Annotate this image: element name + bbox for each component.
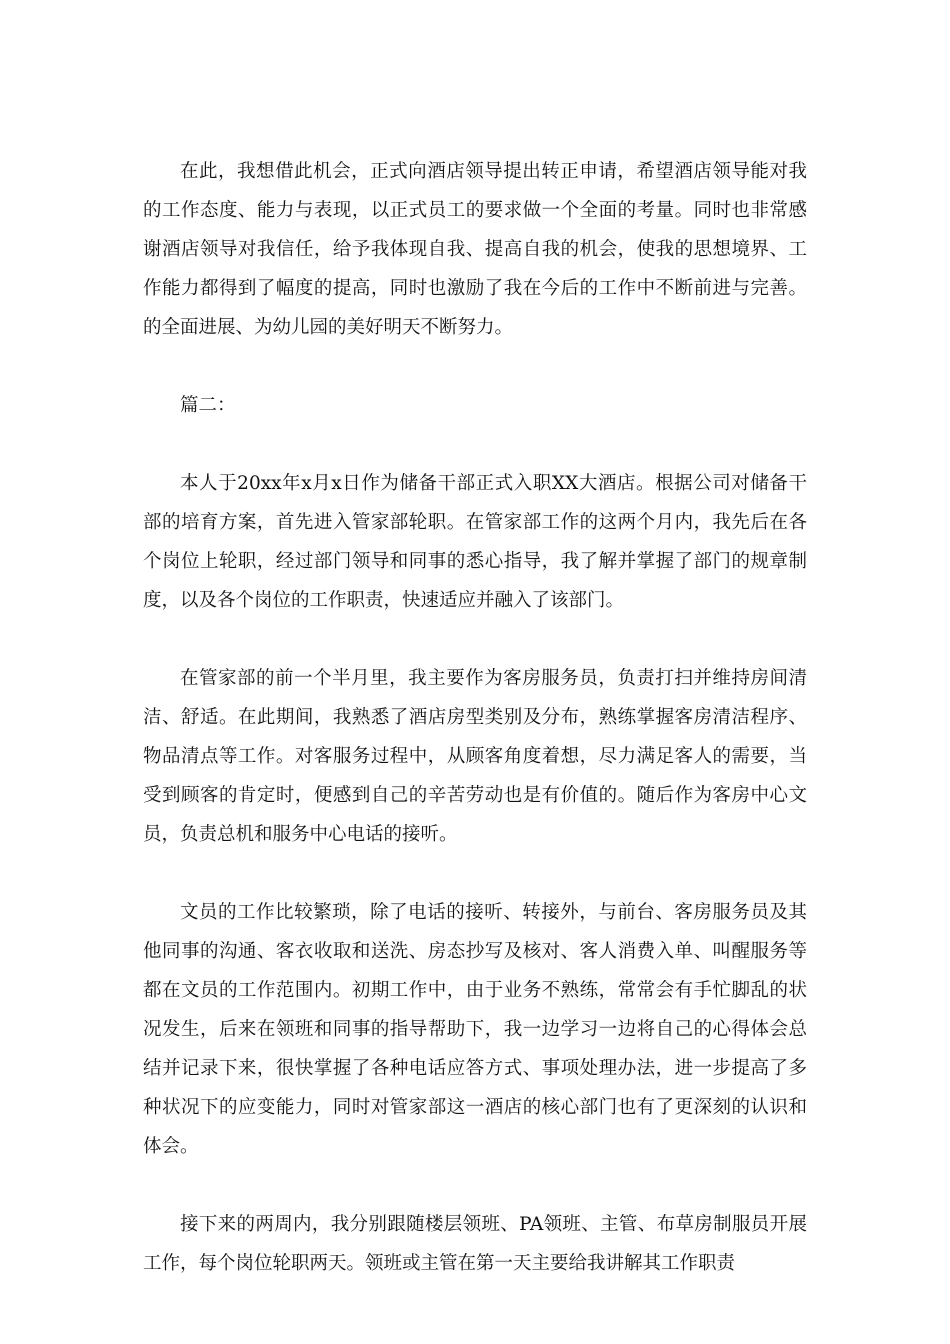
- paragraph-onboarding: 本人于20xx年x月x日作为储备干部正式入职XX大酒店。根据公司对储备干部的培育方案，首先进入管家部轮职。在管家部工作的这两个月内，我先后在各个岗位上轮职，经过部门领导和同事的悉心指导，我了解并掌握了部门的规章制度，以及各个岗位的工作职责，快速适应并融入了该部门。: [143, 473, 807, 611]
- paragraph-clerk-duties: 文员的工作比较繁琐，除了电话的接听、转接外，与前台、客房服务员及其他同事的沟通、客衣收取和送洗、房态抄写及核对、客人消费入单、叫醒服务等都在文员的工作范围内。初期工作中，由于业务不熟练，常常会有手忙脚乱的状况发生，后来在领班和同事的指导帮助下，我一边学习一边将自己的心得体会总结并记录下来，很快掌握了各种电话应答方式、事项处理办法，进一步提高了多种状况下的应变能力，同时对管家部这一酒店的核心部门也有了更深刻的认识和体会。: [143, 902, 807, 1157]
- paragraph-rotation: 接下来的两周内，我分别跟随楼层领班、PA领班、主管、布草房制服员开展工作，每个岗位轮职两天。领班或主管在第一天主要给我讲解其工作职责: [143, 1214, 807, 1274]
- document-body: [143, 152, 807, 1322]
- paragraph-room-attendant: 在管家部的前一个半月里，我主要作为客房服务员，负责打扫并维持房间清洁、舒适。在此期间，我熟悉了酒店房型类别及分布，熟练掌握客房清洁程序、物品清点等工作。对客服务过程中，从顾客角度着想，尽力满足客人的需要，当受到顾客的肯定时，便感到自己的辛苦劳动也是有价值的。随后作为客房中心文员，负责总机和服务中心电话的接听。: [143, 668, 807, 845]
- section-heading-part-two: 篇二：: [180, 395, 236, 416]
- paragraph-probation-request: 在此，我想借此机会，正式向酒店领导提出转正申请，希望酒店领导能对我的工作态度、能力与表现，以正式员工的要求做一个全面的考量。同时也非常感谢酒店领导对我信任，给予我体现自我、提高自我的机会，使我的思想境界、工作能力都得到了幅度的提高，同时也激励了我在今后的工作中不断前进与完善。的全面进展、为幼儿园的美好明天不断努力。: [143, 161, 807, 338]
